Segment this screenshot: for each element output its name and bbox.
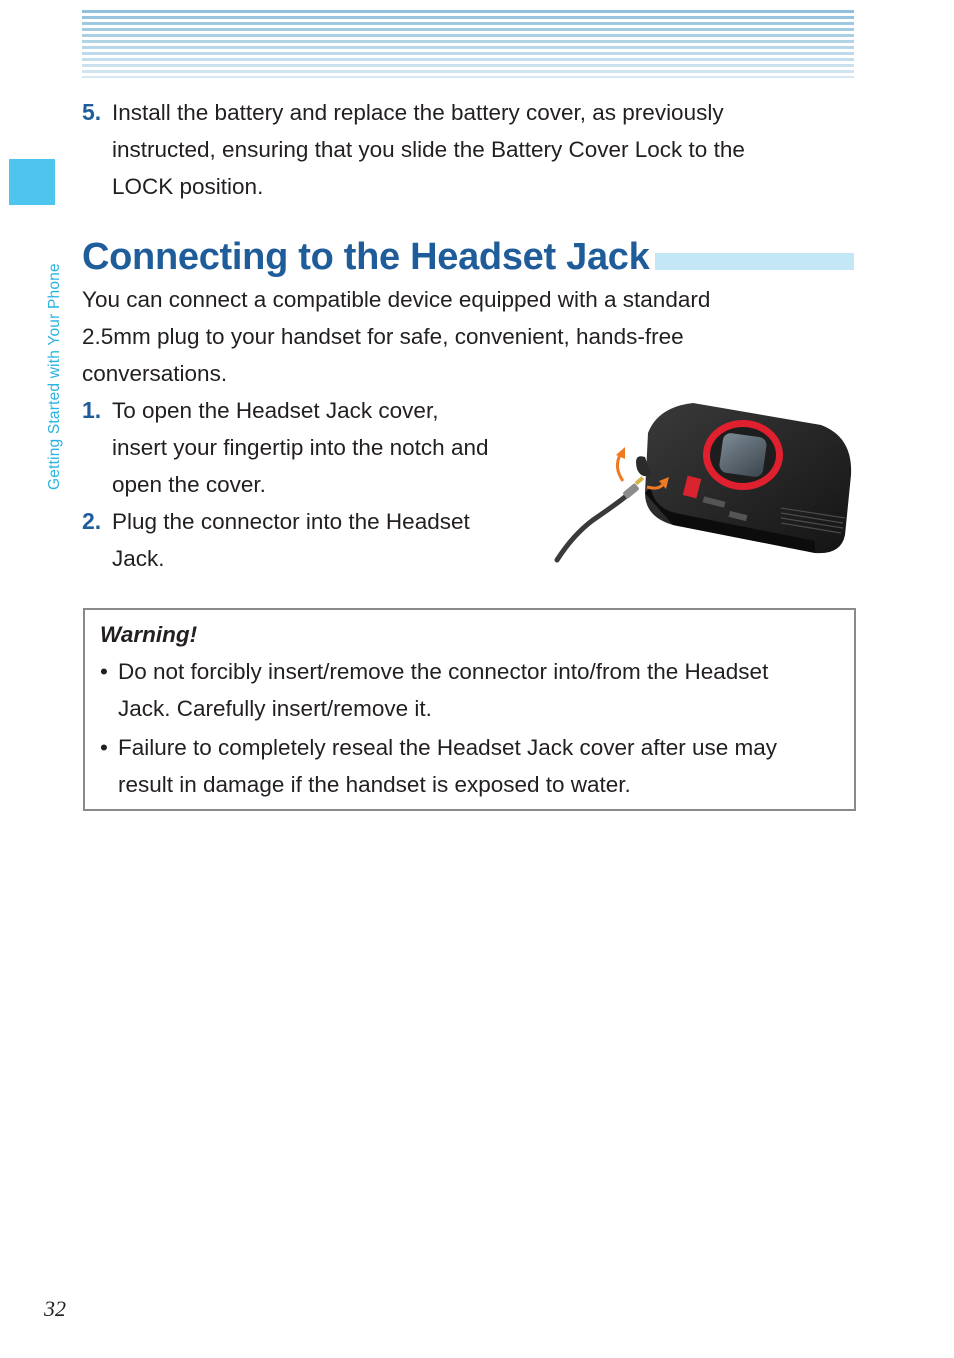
step-text-line: Jack. bbox=[112, 546, 165, 571]
step-1 bbox=[82, 392, 552, 504]
step-number: 5. bbox=[82, 99, 102, 125]
step-number: 2. bbox=[82, 508, 102, 534]
intro-line: 2.5mm plug to your handset for safe, convenient, hands-free bbox=[82, 324, 684, 349]
page-number: 32 bbox=[44, 1296, 66, 1321]
intro-paragraph bbox=[82, 281, 822, 392]
bullet-line: Do not forcibly insert/remove the connector into/from the Headset bbox=[118, 659, 769, 684]
bullet-dot: • bbox=[100, 735, 108, 760]
step-text-line: Install the battery and replace the battery cover, as previously bbox=[112, 100, 724, 125]
warning-box bbox=[83, 608, 856, 811]
step-text-line: LOCK position. bbox=[112, 174, 264, 199]
bullet-line: Jack. Carefully insert/remove it. bbox=[118, 696, 432, 721]
step-5 bbox=[82, 94, 842, 206]
warning-title: Warning! bbox=[100, 622, 198, 647]
intro-line: You can connect a compatible device equipped with a standard bbox=[82, 287, 711, 312]
warning-bullet bbox=[100, 729, 845, 804]
bullet-line: result in damage if the handset is exposed to water. bbox=[118, 772, 631, 797]
step-text-line: open the cover. bbox=[112, 472, 266, 497]
step-text-line: Plug the connector into the Headset bbox=[112, 509, 470, 534]
step-2 bbox=[82, 503, 552, 578]
header-decorative-band bbox=[82, 10, 854, 78]
intro-line: conversations. bbox=[82, 361, 228, 386]
bullet-line: Failure to completely reseal the Headset Jack cover after use may bbox=[118, 735, 778, 760]
phone-headset-illustration bbox=[553, 395, 855, 570]
step-text-line: instructed, ensuring that you slide the Battery Cover Lock to the bbox=[112, 137, 745, 162]
warning-bullet bbox=[100, 653, 845, 728]
chapter-label: Getting Started with Your Phone bbox=[46, 263, 63, 490]
step-text-line: insert your fingertip into the notch and bbox=[112, 435, 489, 460]
chapter-tab bbox=[9, 159, 55, 205]
step-number: 1. bbox=[82, 397, 102, 423]
section-title: Connecting to the Headset Jack bbox=[82, 232, 655, 282]
bullet-dot: • bbox=[100, 659, 108, 684]
section-heading bbox=[82, 232, 854, 282]
step-text-line: To open the Headset Jack cover, bbox=[112, 398, 439, 423]
